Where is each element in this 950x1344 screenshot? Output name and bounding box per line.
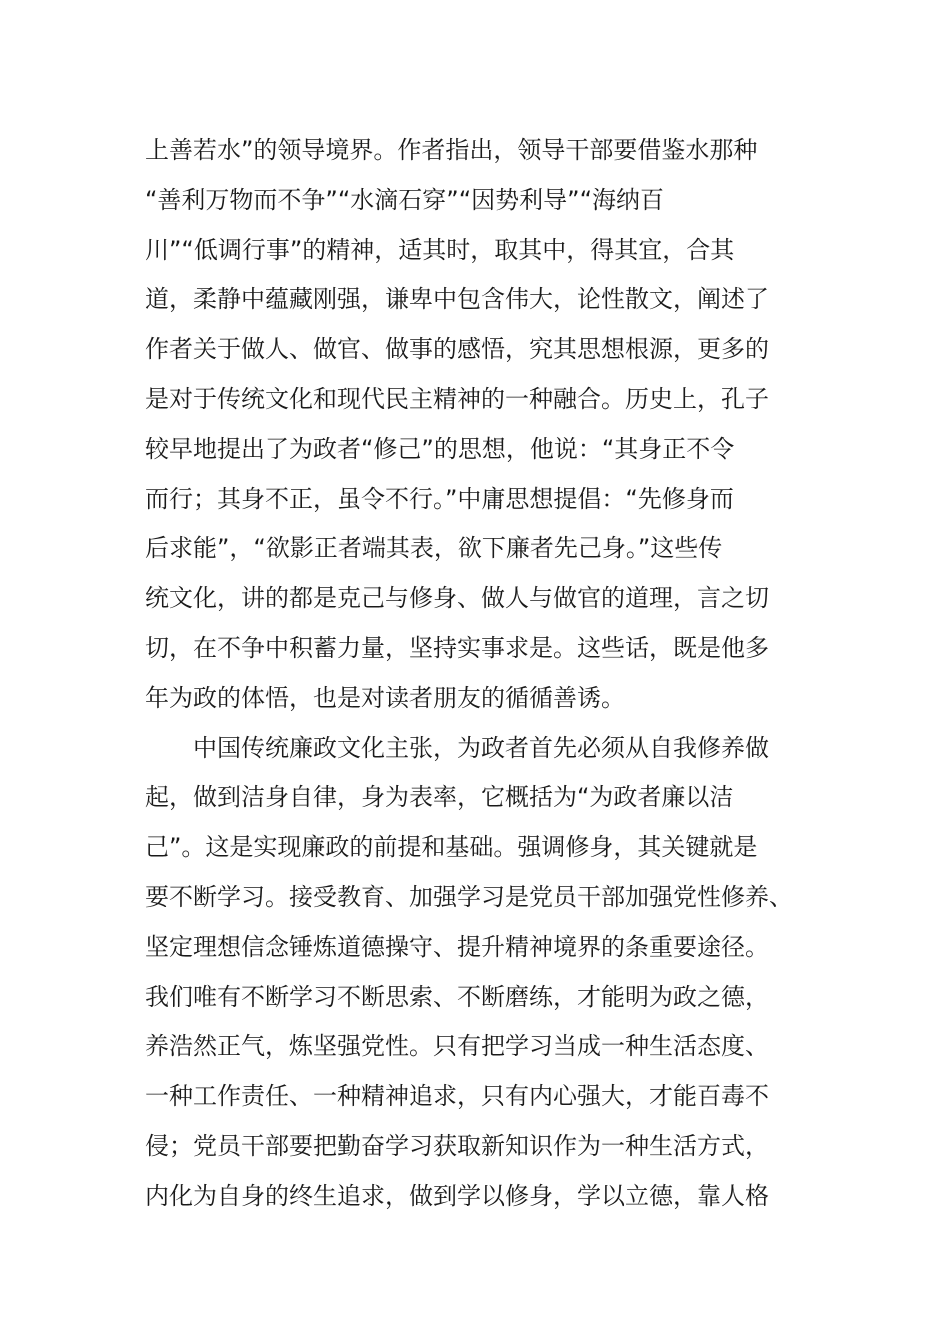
text-line: 是对于传统文化和现代民主精神的一种融合。历史上，孔子 bbox=[145, 384, 769, 413]
text-line: 内化为自身的终生追求，做到学以修身，学以立德，靠人格 bbox=[145, 1181, 769, 1210]
text-line: 作者关于做人、做官、做事的感悟，究其思想根源，更多的 bbox=[145, 335, 769, 364]
text-line: 一种工作责任、一种精神追求，只有内心强大，才能百毒不 bbox=[145, 1082, 769, 1111]
text-line: 道，柔静中蕴藏刚强，谦卑中包含伟大，论性散文，阐述了 bbox=[145, 285, 769, 314]
text-line: 己”。这是实现廉政的前提和基础。强调修身，其关键就是 bbox=[145, 833, 758, 862]
text-line: 养浩然正气，炼坚强党性。只有把学习当成一种生活态度、 bbox=[145, 1032, 769, 1061]
text-line: “善利万物而不争”“水滴石穿”“因势利导”“海纳百 bbox=[145, 185, 665, 214]
text-line: 年为政的体悟，也是对读者朋友的循循善诱。 bbox=[145, 683, 625, 712]
text-line: 我们唯有不断学习不断思索、不断磨练，才能明为政之德， bbox=[145, 982, 769, 1011]
paragraph-1 bbox=[145, 126, 805, 724]
text-line: 后求能”，“欲影正者端其表，欲下廉者先己身。”这些传 bbox=[145, 534, 723, 563]
text-line: 中国传统廉政文化主张，为政者首先必须从自我修养做 bbox=[145, 733, 769, 762]
text-line: 较早地提出了为政者“修己”的思想，他说：“其身正不令 bbox=[145, 434, 735, 463]
body-text bbox=[145, 126, 805, 1222]
text-line: 切，在不争中积蓄力量，坚持实事求是。这些话，既是他多 bbox=[145, 633, 769, 662]
text-line: 起，做到洁身自律，身为表率，它概括为“为政者廉以洁 bbox=[145, 783, 734, 812]
text-line: 侵；党员干部要把勤奋学习获取新知识作为一种生活方式， bbox=[145, 1131, 769, 1160]
paragraph-2 bbox=[145, 724, 805, 1222]
text-line: 川”“低调行事”的精神，适其时，取其中，得其宜，合其 bbox=[145, 235, 735, 264]
text-line: 坚定理想信念锤炼道德操守、提升精神境界的条重要途径。 bbox=[145, 932, 769, 961]
text-line: 统文化，讲的都是克己与修身、做人与做官的道理，言之切 bbox=[145, 584, 769, 613]
text-line: 而行；其身不正，虽令不行。”中庸思想提倡：“先修身而 bbox=[145, 484, 734, 513]
text-line: 要不断学习。接受教育、加强学习是党员干部加强党性修养、 bbox=[145, 882, 793, 911]
text-line: 上善若水”的领导境界。作者指出，领导干部要借鉴水那种 bbox=[145, 136, 758, 164]
